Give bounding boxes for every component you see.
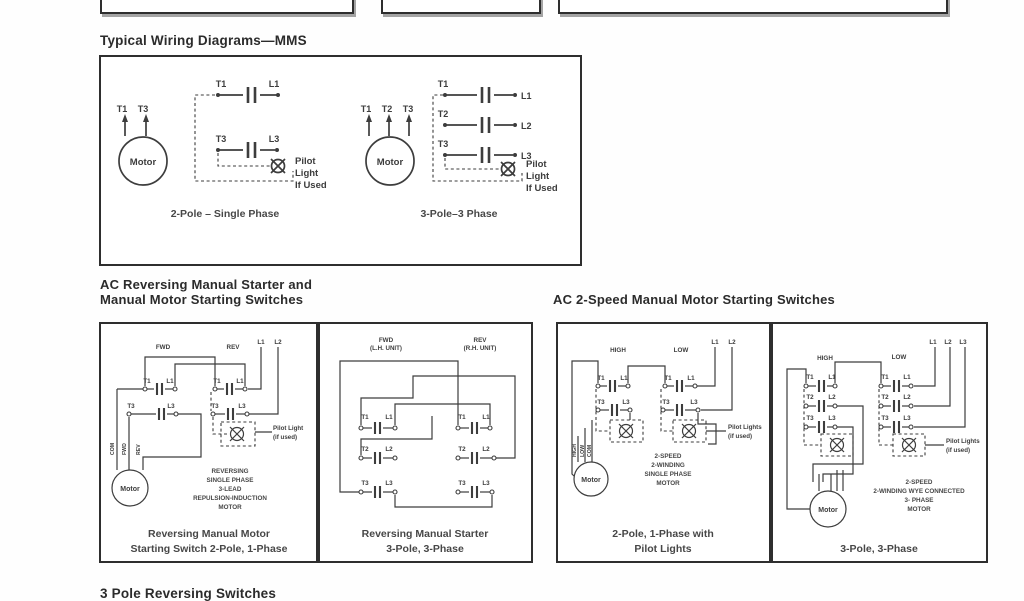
contact-label: T1 xyxy=(213,378,221,385)
box-caption-line: Starting Switch 2-Pole, 1-Phase xyxy=(130,543,288,555)
contact-label: L3 xyxy=(521,151,532,161)
line-label: L2 xyxy=(274,339,282,346)
contact-label: L1 xyxy=(903,374,911,381)
contact-label: T3 xyxy=(806,415,814,422)
contact-label: L3 xyxy=(238,403,246,410)
contact-low-t3-l3 xyxy=(879,415,913,433)
contact-label: L3 xyxy=(268,134,280,144)
contact-low-t3-l3 xyxy=(661,399,700,416)
mms-diagram-svg xyxy=(101,57,580,264)
wire-label: COM xyxy=(587,444,593,457)
contact-label: T3 xyxy=(127,403,135,410)
section-heading-3pole-reversing: 3 Pole Reversing Switches xyxy=(100,586,277,601)
terminal-label: T3 xyxy=(137,104,149,114)
column-label: HIGH xyxy=(610,347,626,354)
terminal-label: T1 xyxy=(360,104,372,114)
contact-label: T1 xyxy=(458,414,466,421)
line-label: L2 xyxy=(728,339,736,346)
pilot-light-assembly xyxy=(213,417,303,446)
motor-lead-arrows xyxy=(366,114,412,136)
pilot-light-icon xyxy=(230,427,244,441)
pilot-light-icon xyxy=(619,424,633,438)
contact-label: L2 xyxy=(482,446,490,453)
pilot-note-line: Pilot Lights xyxy=(728,424,762,431)
reversing-switch-box xyxy=(99,322,318,563)
contact-label: T3 xyxy=(437,139,449,149)
line-label: L3 xyxy=(959,339,967,346)
contact-label: L1 xyxy=(482,414,490,421)
contact-label: T2 xyxy=(881,394,889,401)
contact-label: L1 xyxy=(687,375,695,382)
column-label: LOW xyxy=(891,354,907,361)
box-caption-line: Reversing Manual Starter xyxy=(361,528,489,540)
contact-t3-l3 xyxy=(438,139,532,163)
motor-label: Motor xyxy=(581,477,601,484)
contact-label: L1 xyxy=(268,79,280,89)
dashed-links xyxy=(804,389,893,445)
contact-rev-t3-l3 xyxy=(456,480,494,498)
contact-high-t3-l3 xyxy=(804,415,837,433)
mms-2pole-diagram xyxy=(117,79,327,220)
contact-label: L3 xyxy=(690,399,698,406)
contact-high-t1-l1 xyxy=(804,374,837,392)
column-label: LOW xyxy=(673,347,689,354)
contact-label: L1 xyxy=(521,91,532,101)
pilot-light-icon xyxy=(682,424,696,438)
motor-label: Motor xyxy=(818,507,838,514)
reversing-starter-box xyxy=(318,322,533,563)
pilot-note-line: Pilot xyxy=(526,159,547,170)
pilot-note-line: If Used xyxy=(526,183,558,194)
motor-description xyxy=(645,453,692,487)
motor-label: Motor xyxy=(376,157,404,168)
box-caption-line: 2-Pole, 1-Phase with xyxy=(612,528,714,540)
pilot-light-icon xyxy=(501,162,515,176)
pilot-note-line: Light xyxy=(526,171,550,182)
box-caption-line: Pilot Lights xyxy=(634,543,692,555)
wire-label: LOW xyxy=(580,444,586,457)
contact-label: L3 xyxy=(482,480,490,487)
pilot-note-line: Light xyxy=(295,168,319,179)
contact-low-t1-l1 xyxy=(663,375,697,392)
wire-label: REV xyxy=(136,444,142,455)
contact-label: L2 xyxy=(385,446,393,453)
two-speed-3phase-box xyxy=(771,322,988,563)
column-label: FWD xyxy=(378,337,394,344)
contact-t3-l3 xyxy=(216,134,280,158)
section-heading-typical-wiring: Typical Wiring Diagrams—MMS xyxy=(100,33,307,48)
terminal-label: T2 xyxy=(381,104,393,114)
contact-t2-l2 xyxy=(438,109,532,133)
motor-desc-line: SINGLE PHASE xyxy=(644,471,692,478)
line-label: L1 xyxy=(711,339,719,346)
contact-low-t1-l1 xyxy=(879,374,913,392)
contact-t1-l1 xyxy=(216,79,280,103)
motor-desc-line: 2-WINDING xyxy=(651,462,685,469)
contact-label: T3 xyxy=(662,399,670,406)
contact-low-t2-l2 xyxy=(879,394,913,412)
contact-label: L1 xyxy=(385,414,393,421)
contact-label: L1 xyxy=(166,378,174,385)
contact-label: T1 xyxy=(806,374,814,381)
pilot-light-icon xyxy=(271,159,285,173)
column-sublabel: (L.H. UNIT) xyxy=(370,345,402,352)
contact-label: L2 xyxy=(828,394,836,401)
cropped-top-box-2 xyxy=(381,0,541,14)
pilot-note-line: (if used) xyxy=(273,434,298,441)
two-speed-1phase-svg xyxy=(558,324,769,561)
pilot-light-assembly xyxy=(610,420,762,442)
contact-label: T2 xyxy=(361,446,369,453)
line-label: L1 xyxy=(929,339,937,346)
pilot-light-assembly xyxy=(821,434,980,456)
motor-desc-line: REVERSING xyxy=(211,468,249,475)
contact-label: L3 xyxy=(828,415,836,422)
pilot-light-note xyxy=(526,159,558,194)
motor-desc-line: 2-SPEED xyxy=(905,479,933,486)
contact-label: T3 xyxy=(211,403,219,410)
contact-label: T3 xyxy=(458,480,466,487)
motor-description xyxy=(873,479,965,513)
heading-line-1: AC Reversing Manual Starter and xyxy=(100,277,313,292)
terminal-label: T1 xyxy=(116,104,128,114)
contact-label: T3 xyxy=(597,399,605,406)
column-sublabel: (R.H. UNIT) xyxy=(463,345,497,352)
section-heading-reversing xyxy=(100,277,312,307)
pilot-note-line: Pilot Light xyxy=(273,425,304,432)
contact-label: T3 xyxy=(361,480,369,487)
contact-label: T2 xyxy=(437,109,449,119)
motor-desc-line: REPULSION-INDUCTION xyxy=(193,495,267,502)
line-label: L2 xyxy=(944,339,952,346)
motor-description xyxy=(193,468,267,511)
box-caption-line: Reversing Manual Motor xyxy=(148,528,270,540)
section-heading-2speed: AC 2-Speed Manual Motor Starting Switches xyxy=(553,292,835,307)
line-label: L1 xyxy=(257,339,265,346)
cropped-top-box-1 xyxy=(100,0,354,14)
diagram-caption: 2-Pole – Single Phase xyxy=(170,208,280,220)
wire-label: FWD xyxy=(122,443,128,455)
contact-rev-t1-l1 xyxy=(213,378,247,395)
pilot-note-line: If Used xyxy=(295,180,327,191)
contact-label: T1 xyxy=(437,79,449,89)
contact-label: T1 xyxy=(143,378,151,385)
motor-desc-line: 3- PHASE xyxy=(904,497,934,504)
contact-high-t2-l2 xyxy=(804,394,837,412)
contact-rev-t1-l1 xyxy=(456,414,492,434)
pilot-note-line: Pilot Lights xyxy=(946,438,980,445)
box-caption-line: 3-Pole, 3-Phase xyxy=(386,543,464,555)
heading-line-2: Manual Motor Starting Switches xyxy=(100,292,304,307)
diagram-caption: 3-Pole–3 Phase xyxy=(420,208,498,220)
wire-label: COM xyxy=(110,442,116,455)
contact-label: L1 xyxy=(620,375,628,382)
motor-desc-line: 3-LEAD xyxy=(218,486,242,493)
motor-desc-line: MOTOR xyxy=(907,506,931,513)
motor-desc-line: SINGLE PHASE xyxy=(206,477,254,484)
contact-fwd-t3-l3 xyxy=(127,403,178,420)
contact-label: T2 xyxy=(806,394,814,401)
pilot-note-line: (if used) xyxy=(728,433,753,440)
column-label: REV xyxy=(473,337,487,344)
contact-label: T3 xyxy=(881,415,889,422)
motor-desc-line: MOTOR xyxy=(218,504,242,511)
motor-desc-line: 2-WINDING WYE CONNECTED xyxy=(873,488,965,495)
motor-label: Motor xyxy=(120,486,140,493)
contact-rev-t3-l3 xyxy=(211,403,249,420)
motor-label: Motor xyxy=(129,157,157,168)
cropped-top-box-3 xyxy=(558,0,948,14)
motor-desc-line: 2-SPEED xyxy=(654,453,682,460)
two-speed-1phase-box xyxy=(556,322,771,563)
pilot-light-icon xyxy=(902,438,916,452)
column-label: FWD xyxy=(155,344,171,351)
contact-label: T1 xyxy=(664,375,672,382)
contact-label: T1 xyxy=(215,79,227,89)
box-caption-line: 3-Pole, 3-Phase xyxy=(840,543,918,555)
mms-diagram-box xyxy=(99,55,582,266)
pilot-light-icon xyxy=(830,438,844,452)
contact-label: T2 xyxy=(458,446,466,453)
wiring-lines xyxy=(787,347,965,509)
contact-fwd-t1-l1 xyxy=(143,378,177,395)
contact-high-t3-l3 xyxy=(596,399,632,416)
contact-label: L3 xyxy=(167,403,175,410)
contact-high-t1-l1 xyxy=(596,375,630,392)
contact-label: L2 xyxy=(521,121,532,131)
mms-3pole-diagram xyxy=(361,79,558,220)
contact-label: T3 xyxy=(215,134,227,144)
motor-assembly xyxy=(572,444,608,496)
pilot-light-note xyxy=(295,156,327,191)
motor-lead-arrows xyxy=(122,114,149,136)
column-label: HIGH xyxy=(817,355,833,362)
contact-label: T1 xyxy=(597,375,605,382)
two-speed-3phase-svg xyxy=(773,324,986,561)
contact-fwd-t3-l3 xyxy=(359,480,397,498)
column-label: REV xyxy=(226,344,240,351)
contact-label: L3 xyxy=(903,415,911,422)
contact-fwd-t1-l1 xyxy=(359,414,397,434)
contact-t1-l1 xyxy=(438,79,532,103)
contact-label: T1 xyxy=(361,414,369,421)
contact-label: L2 xyxy=(903,394,911,401)
contact-label: L3 xyxy=(622,399,630,406)
contact-label: L1 xyxy=(828,374,836,381)
reversing-switch-svg xyxy=(101,324,316,561)
contact-label: L3 xyxy=(385,480,393,487)
pilot-note-line: (if used) xyxy=(946,447,971,454)
pilot-note-line: Pilot xyxy=(295,156,316,167)
reversing-starter-svg xyxy=(320,324,531,561)
contact-rev-t2-l2 xyxy=(456,446,496,464)
contact-label: T1 xyxy=(881,374,889,381)
motor-desc-line: MOTOR xyxy=(656,480,680,487)
contact-fwd-t2-l2 xyxy=(359,446,397,464)
contact-label: L1 xyxy=(236,378,244,385)
terminal-label: T3 xyxy=(402,104,414,114)
wire-label: HIGH xyxy=(572,444,578,457)
motor-assembly xyxy=(810,491,846,527)
